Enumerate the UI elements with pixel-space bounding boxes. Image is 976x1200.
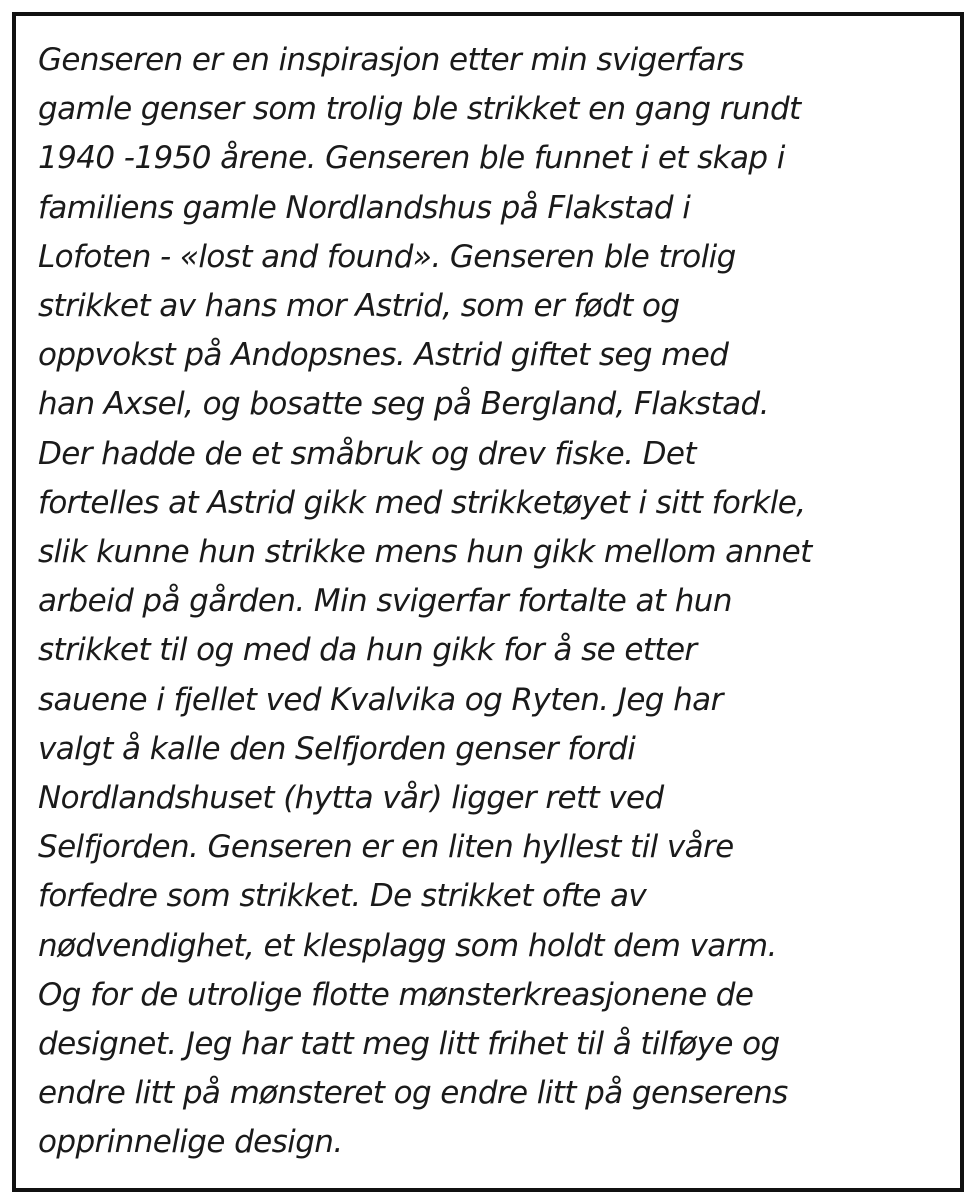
text-line: opprinnelige design.	[38, 1124, 343, 1161]
text-line: fortelles at Astrid gikk med strikketøyet i sitt forkle,	[38, 484, 806, 521]
text-line: slik kunne hun strikke mens hun gikk mellom annet	[38, 534, 812, 571]
text-line: sauene i fjellet ved Kvalvika og Ryten. Jeg har	[38, 681, 723, 718]
text-line: nødvendighet, et klesplagg som holdt dem varm.	[38, 927, 777, 964]
text-line: strikket til og med da hun gikk for å se etter	[38, 632, 697, 669]
text-line: endre litt på mønsteret og endre litt på genserens	[38, 1075, 788, 1112]
text-line: 1940 -1950 årene. Genseren ble funnet i et skap i	[38, 140, 785, 177]
text-line: Genseren er en inspirasjon etter min svigerfars	[38, 42, 744, 78]
text-box-frame	[12, 12, 964, 1192]
text-line: strikket av hans mor Astrid, som er født og	[38, 288, 680, 325]
text-line: Der hadde de et småbruk og drev fiske. Det	[38, 435, 696, 472]
text-line: han Axsel, og bosatte seg på Bergland, Flakstad.	[38, 386, 769, 423]
text-line: Lofoten - «lost and found». Genseren ble trolig	[38, 238, 736, 275]
text-line: valgt å kalle den Selfjorden genser fordi	[38, 730, 636, 767]
text-line: oppvokst på Andopsnes. Astrid giftet seg med	[38, 337, 729, 374]
text-line: Nordlandshuset (hytta vår) ligger rett ved	[38, 780, 664, 817]
text-line: familiens gamle Nordlandshus på Flakstad i	[38, 189, 691, 226]
text-line: Selfjorden. Genseren er en liten hyllest til våre	[38, 829, 734, 866]
text-line: forfedre som strikket. De strikket ofte av	[38, 878, 647, 915]
text-line: Og for de utrolige flotte mønsterkreasjonene de	[38, 976, 754, 1013]
text-line: arbeid på gården. Min svigerfar fortalte at hun	[38, 583, 732, 620]
story-paragraph	[38, 36, 958, 1168]
text-line: gamle genser som trolig ble strikket en gang rundt	[38, 91, 801, 128]
text-line: designet. Jeg har tatt meg litt frihet til å tilføye og	[38, 1026, 780, 1063]
